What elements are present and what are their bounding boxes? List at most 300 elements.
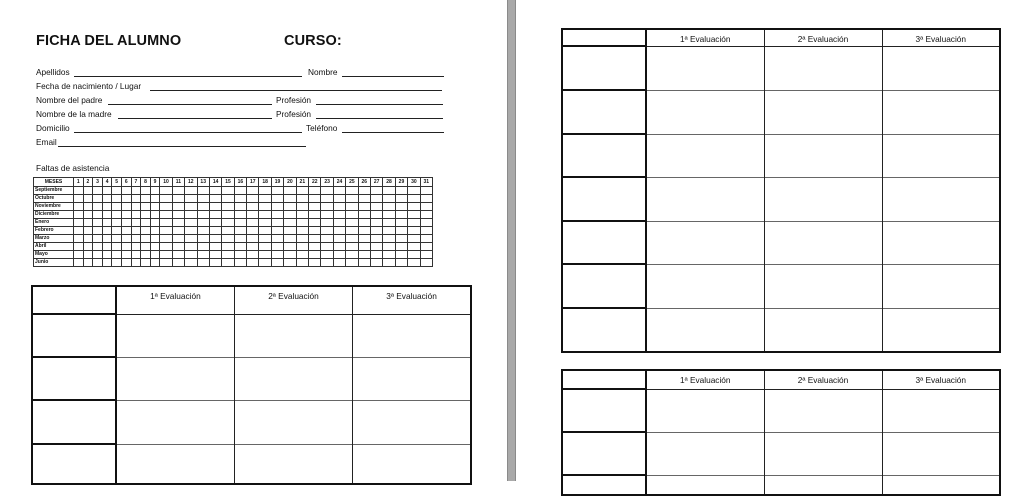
attendance-cell[interactable] bbox=[247, 235, 259, 243]
grade-cell[interactable] bbox=[882, 134, 1000, 177]
attendance-cell[interactable] bbox=[102, 211, 112, 219]
attendance-cell[interactable] bbox=[333, 203, 345, 211]
attendance-cell[interactable] bbox=[284, 243, 296, 251]
attendance-cell[interactable] bbox=[222, 195, 234, 203]
attendance-cell[interactable] bbox=[383, 227, 395, 235]
attendance-cell[interactable] bbox=[321, 251, 333, 259]
attendance-cell[interactable] bbox=[150, 243, 160, 251]
attendance-cell[interactable] bbox=[131, 235, 141, 243]
attendance-cell[interactable] bbox=[370, 235, 382, 243]
attendance-cell[interactable] bbox=[296, 243, 308, 251]
attendance-cell[interactable] bbox=[172, 203, 184, 211]
attendance-cell[interactable] bbox=[112, 235, 122, 243]
grade-cell[interactable] bbox=[234, 444, 352, 484]
attendance-cell[interactable] bbox=[271, 243, 283, 251]
attendance-cell[interactable] bbox=[209, 251, 221, 259]
attendance-cell[interactable] bbox=[383, 235, 395, 243]
grade-cell[interactable] bbox=[646, 221, 764, 264]
attendance-cell[interactable] bbox=[370, 243, 382, 251]
attendance-cell[interactable] bbox=[121, 235, 131, 243]
attendance-cell[interactable] bbox=[333, 187, 345, 195]
attendance-cell[interactable] bbox=[93, 219, 103, 227]
attendance-cell[interactable] bbox=[74, 235, 84, 243]
attendance-cell[interactable] bbox=[160, 211, 172, 219]
grade-cell[interactable] bbox=[646, 46, 764, 90]
attendance-cell[interactable] bbox=[121, 243, 131, 251]
attendance-cell[interactable] bbox=[346, 203, 358, 211]
attendance-cell[interactable] bbox=[408, 251, 420, 259]
attendance-cell[interactable] bbox=[197, 219, 209, 227]
attendance-cell[interactable] bbox=[395, 187, 407, 195]
subject-cell[interactable] bbox=[32, 444, 116, 484]
attendance-cell[interactable] bbox=[321, 259, 333, 267]
attendance-cell[interactable] bbox=[185, 203, 197, 211]
attendance-cell[interactable] bbox=[209, 203, 221, 211]
attendance-cell[interactable] bbox=[83, 243, 93, 251]
attendance-cell[interactable] bbox=[93, 187, 103, 195]
subject-cell[interactable] bbox=[562, 134, 646, 177]
grade-cell[interactable] bbox=[882, 221, 1000, 264]
attendance-cell[interactable] bbox=[284, 219, 296, 227]
grade-cell[interactable] bbox=[646, 432, 764, 475]
attendance-cell[interactable] bbox=[131, 187, 141, 195]
attendance-cell[interactable] bbox=[247, 195, 259, 203]
attendance-cell[interactable] bbox=[131, 203, 141, 211]
attendance-cell[interactable] bbox=[93, 227, 103, 235]
attendance-cell[interactable] bbox=[150, 219, 160, 227]
attendance-cell[interactable] bbox=[102, 251, 112, 259]
attendance-cell[interactable] bbox=[150, 227, 160, 235]
attendance-cell[interactable] bbox=[296, 219, 308, 227]
attendance-cell[interactable] bbox=[209, 195, 221, 203]
attendance-cell[interactable] bbox=[74, 251, 84, 259]
attendance-cell[interactable] bbox=[408, 243, 420, 251]
attendance-cell[interactable] bbox=[321, 211, 333, 219]
attendance-cell[interactable] bbox=[408, 259, 420, 267]
attendance-cell[interactable] bbox=[197, 243, 209, 251]
attendance-cell[interactable] bbox=[160, 251, 172, 259]
attendance-cell[interactable] bbox=[395, 227, 407, 235]
grade-cell[interactable] bbox=[882, 46, 1000, 90]
attendance-cell[interactable] bbox=[346, 219, 358, 227]
attendance-cell[interactable] bbox=[296, 259, 308, 267]
attendance-cell[interactable] bbox=[333, 259, 345, 267]
attendance-cell[interactable] bbox=[358, 227, 370, 235]
attendance-cell[interactable] bbox=[141, 211, 151, 219]
attendance-cell[interactable] bbox=[346, 211, 358, 219]
attendance-cell[interactable] bbox=[420, 227, 432, 235]
grade-cell[interactable] bbox=[764, 134, 882, 177]
attendance-cell[interactable] bbox=[112, 243, 122, 251]
attendance-cell[interactable] bbox=[420, 251, 432, 259]
attendance-cell[interactable] bbox=[284, 203, 296, 211]
attendance-cell[interactable] bbox=[309, 195, 321, 203]
attendance-cell[interactable] bbox=[395, 235, 407, 243]
attendance-cell[interactable] bbox=[185, 251, 197, 259]
attendance-cell[interactable] bbox=[321, 227, 333, 235]
attendance-cell[interactable] bbox=[271, 187, 283, 195]
attendance-cell[interactable] bbox=[346, 243, 358, 251]
attendance-cell[interactable] bbox=[197, 195, 209, 203]
attendance-cell[interactable] bbox=[346, 227, 358, 235]
attendance-cell[interactable] bbox=[83, 187, 93, 195]
attendance-cell[interactable] bbox=[131, 211, 141, 219]
attendance-cell[interactable] bbox=[160, 243, 172, 251]
attendance-cell[interactable] bbox=[83, 219, 93, 227]
attendance-cell[interactable] bbox=[150, 187, 160, 195]
attendance-cell[interactable] bbox=[420, 235, 432, 243]
grade-cell[interactable] bbox=[646, 134, 764, 177]
attendance-cell[interactable] bbox=[93, 243, 103, 251]
grade-cell[interactable] bbox=[646, 475, 764, 495]
attendance-cell[interactable] bbox=[131, 219, 141, 227]
attendance-cell[interactable] bbox=[172, 243, 184, 251]
attendance-cell[interactable] bbox=[222, 219, 234, 227]
attendance-cell[interactable] bbox=[74, 243, 84, 251]
attendance-cell[interactable] bbox=[420, 195, 432, 203]
attendance-cell[interactable] bbox=[346, 259, 358, 267]
subject-cell[interactable] bbox=[32, 357, 116, 400]
attendance-cell[interactable] bbox=[234, 251, 246, 259]
attendance-cell[interactable] bbox=[141, 235, 151, 243]
grade-cell[interactable] bbox=[882, 90, 1000, 134]
attendance-cell[interactable] bbox=[160, 227, 172, 235]
attendance-cell[interactable] bbox=[160, 259, 172, 267]
attendance-cell[interactable] bbox=[383, 195, 395, 203]
attendance-cell[interactable] bbox=[333, 219, 345, 227]
subject-cell[interactable] bbox=[562, 475, 646, 495]
attendance-cell[interactable] bbox=[74, 211, 84, 219]
attendance-cell[interactable] bbox=[346, 187, 358, 195]
attendance-cell[interactable] bbox=[247, 227, 259, 235]
attendance-cell[interactable] bbox=[141, 259, 151, 267]
attendance-cell[interactable] bbox=[83, 195, 93, 203]
grade-cell[interactable] bbox=[353, 314, 471, 357]
attendance-cell[interactable] bbox=[271, 235, 283, 243]
grade-cell[interactable] bbox=[646, 177, 764, 221]
attendance-cell[interactable] bbox=[209, 243, 221, 251]
attendance-cell[interactable] bbox=[309, 227, 321, 235]
attendance-cell[interactable] bbox=[172, 227, 184, 235]
attendance-cell[interactable] bbox=[121, 259, 131, 267]
attendance-cell[interactable] bbox=[271, 211, 283, 219]
attendance-cell[interactable] bbox=[346, 235, 358, 243]
attendance-cell[interactable] bbox=[93, 195, 103, 203]
attendance-cell[interactable] bbox=[172, 251, 184, 259]
attendance-cell[interactable] bbox=[112, 227, 122, 235]
attendance-cell[interactable] bbox=[102, 235, 112, 243]
attendance-cell[interactable] bbox=[74, 203, 84, 211]
attendance-cell[interactable] bbox=[333, 227, 345, 235]
attendance-cell[interactable] bbox=[309, 235, 321, 243]
attendance-cell[interactable] bbox=[259, 251, 271, 259]
subject-cell[interactable] bbox=[562, 46, 646, 90]
attendance-cell[interactable] bbox=[284, 235, 296, 243]
attendance-cell[interactable] bbox=[309, 243, 321, 251]
grade-cell[interactable] bbox=[646, 90, 764, 134]
grade-cell[interactable] bbox=[116, 314, 234, 357]
attendance-cell[interactable] bbox=[296, 187, 308, 195]
attendance-cell[interactable] bbox=[141, 203, 151, 211]
attendance-cell[interactable] bbox=[321, 243, 333, 251]
attendance-cell[interactable] bbox=[112, 203, 122, 211]
attendance-cell[interactable] bbox=[296, 235, 308, 243]
attendance-cell[interactable] bbox=[333, 235, 345, 243]
attendance-cell[interactable] bbox=[370, 203, 382, 211]
attendance-cell[interactable] bbox=[131, 227, 141, 235]
attendance-cell[interactable] bbox=[383, 211, 395, 219]
attendance-cell[interactable] bbox=[172, 187, 184, 195]
attendance-cell[interactable] bbox=[259, 211, 271, 219]
subject-cell[interactable] bbox=[32, 400, 116, 444]
attendance-cell[interactable] bbox=[259, 195, 271, 203]
attendance-cell[interactable] bbox=[131, 195, 141, 203]
attendance-cell[interactable] bbox=[234, 211, 246, 219]
attendance-cell[interactable] bbox=[83, 251, 93, 259]
attendance-cell[interactable] bbox=[395, 259, 407, 267]
attendance-cell[interactable] bbox=[185, 235, 197, 243]
attendance-cell[interactable] bbox=[102, 195, 112, 203]
attendance-cell[interactable] bbox=[74, 219, 84, 227]
grade-cell[interactable] bbox=[646, 308, 764, 352]
attendance-cell[interactable] bbox=[259, 187, 271, 195]
attendance-cell[interactable] bbox=[197, 203, 209, 211]
attendance-cell[interactable] bbox=[370, 211, 382, 219]
attendance-cell[interactable] bbox=[370, 195, 382, 203]
attendance-cell[interactable] bbox=[420, 219, 432, 227]
attendance-cell[interactable] bbox=[321, 195, 333, 203]
attendance-cell[interactable] bbox=[121, 203, 131, 211]
attendance-cell[interactable] bbox=[102, 203, 112, 211]
grade-cell[interactable] bbox=[646, 389, 764, 432]
attendance-cell[interactable] bbox=[271, 251, 283, 259]
attendance-cell[interactable] bbox=[74, 187, 84, 195]
attendance-cell[interactable] bbox=[370, 219, 382, 227]
attendance-cell[interactable] bbox=[209, 227, 221, 235]
attendance-cell[interactable] bbox=[296, 227, 308, 235]
attendance-cell[interactable] bbox=[284, 259, 296, 267]
attendance-cell[interactable] bbox=[197, 259, 209, 267]
attendance-cell[interactable] bbox=[395, 203, 407, 211]
attendance-cell[interactable] bbox=[112, 187, 122, 195]
attendance-cell[interactable] bbox=[271, 219, 283, 227]
attendance-cell[interactable] bbox=[296, 251, 308, 259]
attendance-cell[interactable] bbox=[408, 211, 420, 219]
attendance-cell[interactable] bbox=[309, 211, 321, 219]
attendance-cell[interactable] bbox=[284, 251, 296, 259]
attendance-cell[interactable] bbox=[321, 203, 333, 211]
attendance-cell[interactable] bbox=[395, 251, 407, 259]
attendance-cell[interactable] bbox=[346, 251, 358, 259]
attendance-cell[interactable] bbox=[247, 219, 259, 227]
grade-cell[interactable] bbox=[234, 357, 352, 400]
attendance-cell[interactable] bbox=[93, 259, 103, 267]
attendance-cell[interactable] bbox=[197, 251, 209, 259]
attendance-cell[interactable] bbox=[222, 203, 234, 211]
attendance-cell[interactable] bbox=[234, 259, 246, 267]
attendance-cell[interactable] bbox=[102, 243, 112, 251]
attendance-cell[interactable] bbox=[222, 187, 234, 195]
attendance-cell[interactable] bbox=[321, 187, 333, 195]
attendance-cell[interactable] bbox=[408, 187, 420, 195]
subject-cell[interactable] bbox=[562, 389, 646, 432]
attendance-cell[interactable] bbox=[102, 219, 112, 227]
attendance-cell[interactable] bbox=[74, 227, 84, 235]
attendance-cell[interactable] bbox=[420, 203, 432, 211]
attendance-cell[interactable] bbox=[93, 235, 103, 243]
attendance-cell[interactable] bbox=[93, 251, 103, 259]
grade-cell[interactable] bbox=[116, 444, 234, 484]
attendance-cell[interactable] bbox=[259, 243, 271, 251]
attendance-cell[interactable] bbox=[141, 243, 151, 251]
attendance-cell[interactable] bbox=[383, 259, 395, 267]
attendance-cell[interactable] bbox=[150, 259, 160, 267]
attendance-cell[interactable] bbox=[172, 219, 184, 227]
grade-cell[interactable] bbox=[764, 308, 882, 352]
attendance-cell[interactable] bbox=[209, 219, 221, 227]
attendance-cell[interactable] bbox=[93, 203, 103, 211]
subject-cell[interactable] bbox=[562, 432, 646, 475]
attendance-cell[interactable] bbox=[172, 195, 184, 203]
attendance-cell[interactable] bbox=[395, 219, 407, 227]
attendance-cell[interactable] bbox=[395, 211, 407, 219]
attendance-cell[interactable] bbox=[284, 195, 296, 203]
attendance-cell[interactable] bbox=[121, 195, 131, 203]
attendance-cell[interactable] bbox=[234, 195, 246, 203]
attendance-cell[interactable] bbox=[102, 259, 112, 267]
attendance-cell[interactable] bbox=[309, 203, 321, 211]
attendance-cell[interactable] bbox=[247, 203, 259, 211]
attendance-cell[interactable] bbox=[185, 259, 197, 267]
attendance-cell[interactable] bbox=[222, 243, 234, 251]
attendance-cell[interactable] bbox=[358, 219, 370, 227]
attendance-cell[interactable] bbox=[321, 219, 333, 227]
attendance-cell[interactable] bbox=[309, 187, 321, 195]
attendance-cell[interactable] bbox=[121, 187, 131, 195]
attendance-cell[interactable] bbox=[309, 251, 321, 259]
attendance-cell[interactable] bbox=[150, 251, 160, 259]
attendance-cell[interactable] bbox=[83, 235, 93, 243]
attendance-cell[interactable] bbox=[160, 219, 172, 227]
attendance-cell[interactable] bbox=[408, 219, 420, 227]
subject-cell[interactable] bbox=[562, 90, 646, 134]
attendance-cell[interactable] bbox=[247, 211, 259, 219]
subject-cell[interactable] bbox=[562, 221, 646, 264]
attendance-cell[interactable] bbox=[197, 187, 209, 195]
attendance-cell[interactable] bbox=[150, 211, 160, 219]
attendance-cell[interactable] bbox=[160, 235, 172, 243]
attendance-cell[interactable] bbox=[150, 235, 160, 243]
attendance-cell[interactable] bbox=[83, 227, 93, 235]
attendance-cell[interactable] bbox=[408, 195, 420, 203]
subject-cell[interactable] bbox=[32, 314, 116, 357]
attendance-cell[interactable] bbox=[333, 195, 345, 203]
attendance-cell[interactable] bbox=[333, 251, 345, 259]
attendance-cell[interactable] bbox=[383, 251, 395, 259]
attendance-cell[interactable] bbox=[197, 227, 209, 235]
attendance-cell[interactable] bbox=[209, 211, 221, 219]
attendance-cell[interactable] bbox=[102, 187, 112, 195]
attendance-cell[interactable] bbox=[222, 211, 234, 219]
attendance-cell[interactable] bbox=[284, 211, 296, 219]
subject-cell[interactable] bbox=[562, 308, 646, 352]
attendance-cell[interactable] bbox=[259, 227, 271, 235]
attendance-cell[interactable] bbox=[102, 227, 112, 235]
grade-cell[interactable] bbox=[764, 264, 882, 308]
attendance-cell[interactable] bbox=[358, 187, 370, 195]
attendance-cell[interactable] bbox=[185, 187, 197, 195]
attendance-cell[interactable] bbox=[160, 195, 172, 203]
attendance-cell[interactable] bbox=[150, 195, 160, 203]
attendance-cell[interactable] bbox=[234, 227, 246, 235]
attendance-cell[interactable] bbox=[209, 259, 221, 267]
attendance-cell[interactable] bbox=[358, 211, 370, 219]
attendance-cell[interactable] bbox=[370, 187, 382, 195]
attendance-cell[interactable] bbox=[131, 243, 141, 251]
attendance-cell[interactable] bbox=[259, 259, 271, 267]
attendance-cell[interactable] bbox=[93, 211, 103, 219]
grade-cell[interactable] bbox=[764, 389, 882, 432]
attendance-cell[interactable] bbox=[141, 187, 151, 195]
attendance-cell[interactable] bbox=[209, 187, 221, 195]
attendance-cell[interactable] bbox=[358, 259, 370, 267]
attendance-cell[interactable] bbox=[420, 243, 432, 251]
attendance-cell[interactable] bbox=[209, 235, 221, 243]
attendance-cell[interactable] bbox=[121, 219, 131, 227]
attendance-cell[interactable] bbox=[395, 243, 407, 251]
attendance-cell[interactable] bbox=[247, 259, 259, 267]
attendance-cell[interactable] bbox=[271, 195, 283, 203]
attendance-cell[interactable] bbox=[259, 219, 271, 227]
attendance-cell[interactable] bbox=[420, 187, 432, 195]
attendance-cell[interactable] bbox=[234, 235, 246, 243]
grade-cell[interactable] bbox=[116, 400, 234, 444]
grade-cell[interactable] bbox=[882, 264, 1000, 308]
attendance-cell[interactable] bbox=[259, 235, 271, 243]
attendance-cell[interactable] bbox=[408, 227, 420, 235]
grade-cell[interactable] bbox=[764, 475, 882, 495]
attendance-cell[interactable] bbox=[370, 251, 382, 259]
attendance-cell[interactable] bbox=[383, 219, 395, 227]
grade-cell[interactable] bbox=[234, 314, 352, 357]
attendance-cell[interactable] bbox=[247, 187, 259, 195]
grade-cell[interactable] bbox=[764, 221, 882, 264]
attendance-cell[interactable] bbox=[247, 251, 259, 259]
attendance-cell[interactable] bbox=[346, 195, 358, 203]
grade-cell[interactable] bbox=[882, 389, 1000, 432]
attendance-cell[interactable] bbox=[222, 227, 234, 235]
attendance-cell[interactable] bbox=[112, 211, 122, 219]
subject-cell[interactable] bbox=[562, 264, 646, 308]
attendance-cell[interactable] bbox=[296, 211, 308, 219]
attendance-cell[interactable] bbox=[247, 243, 259, 251]
attendance-cell[interactable] bbox=[197, 211, 209, 219]
attendance-cell[interactable] bbox=[112, 195, 122, 203]
attendance-cell[interactable] bbox=[131, 251, 141, 259]
grade-cell[interactable] bbox=[353, 444, 471, 484]
attendance-cell[interactable] bbox=[358, 251, 370, 259]
attendance-cell[interactable] bbox=[83, 259, 93, 267]
attendance-cell[interactable] bbox=[370, 259, 382, 267]
attendance-cell[interactable] bbox=[172, 211, 184, 219]
attendance-cell[interactable] bbox=[296, 195, 308, 203]
attendance-cell[interactable] bbox=[185, 211, 197, 219]
attendance-cell[interactable] bbox=[150, 203, 160, 211]
attendance-cell[interactable] bbox=[121, 251, 131, 259]
attendance-cell[interactable] bbox=[222, 251, 234, 259]
attendance-cell[interactable] bbox=[141, 227, 151, 235]
attendance-cell[interactable] bbox=[408, 203, 420, 211]
